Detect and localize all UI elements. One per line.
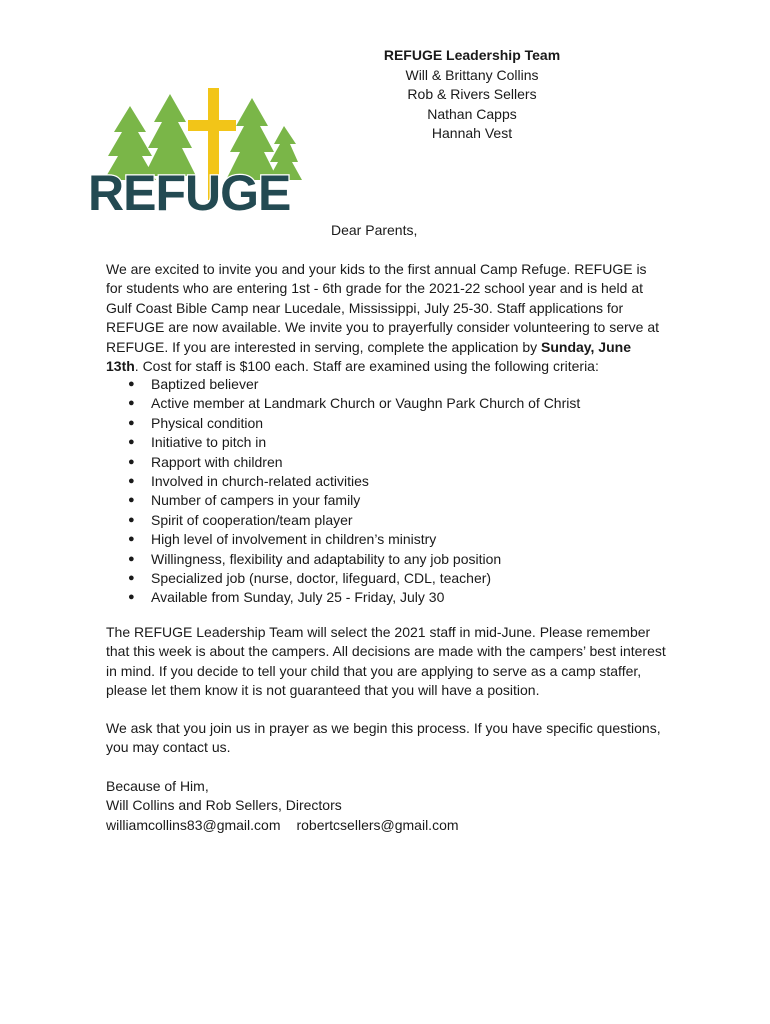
signature-line: Will Collins and Rob Sellers, Directors: [106, 797, 342, 814]
list-item: ● High level of involvement in children’s ministry: [106, 530, 666, 549]
list-item: ● Active member at Landmark Church or Vaughn Park Church of Christ: [106, 394, 666, 413]
closing-block: [106, 777, 666, 835]
team-member: Rob & Rivers Sellers: [407, 86, 537, 102]
contact-emails: [106, 816, 666, 835]
selection-paragraph: The REFUGE Leadership Team will select the 2021 staff in mid-June. Please remember that this week is about the campers. All decisions are made with the campers’ best interest in mind. If you decide to tell your child that you are applying to serve as a camp staffer, please let them know it is not guaranteed that you will have a position.: [106, 624, 666, 699]
list-item: ● Baptized believer: [106, 375, 666, 394]
list-item: ● Rapport with children: [106, 453, 666, 472]
criteria-list: [106, 375, 666, 608]
bullet-icon: ●: [128, 513, 135, 526]
deadline-date: Sunday, June 13th: [106, 338, 631, 375]
logo-letters: REFUGE: [88, 165, 291, 218]
team-member: Will & Brittany Collins: [405, 66, 539, 83]
list-item: ● Willingness, flexibility and adaptability to any job position: [106, 550, 666, 569]
bullet-icon: ●: [128, 416, 135, 429]
bullet-icon: ●: [128, 533, 135, 546]
list-item: ● Involved in church-related activities: [106, 472, 666, 491]
list-item: ● Initiative to pitch in: [106, 433, 666, 452]
bullet-icon: ●: [128, 591, 135, 604]
salutation: Dear Parents,: [331, 222, 418, 238]
intro-text: We are excited to invite you and your kids to the first annual Camp Refuge. REFUGE is for students who are entering 1st - 6th grade for the 2021-22 school year and is held at Gulf Coast Bible Camp near Lucedale, Mississippi, July 25-30. Staff applications for REFUGE are now available. We invite you to prayerfully consider volunteering to serve at REFUGE. If you are interested in serving, complete the application by: [106, 261, 660, 355]
list-item: ● Number of campers in your family: [106, 491, 666, 510]
bullet-icon: ●: [128, 552, 135, 565]
leadership-team-block: [372, 46, 572, 144]
bullet-icon: ●: [128, 475, 135, 488]
prayer-paragraph: We ask that you join us in prayer as we begin this process. If you have specific questions, you may contact us.: [106, 720, 661, 756]
team-member: Hannah Vest: [431, 125, 513, 141]
email-robert[interactable]: robertcsellers@gmail.com: [296, 816, 459, 833]
bullet-icon: ●: [128, 378, 135, 390]
closing-line: Because of Him,: [106, 778, 209, 794]
bullet-icon: ●: [128, 455, 135, 468]
refuge-logo: [84, 86, 316, 218]
list-item: ● Spirit of cooperation/team player: [106, 511, 666, 530]
email-william[interactable]: williamcollins83@gmail.com: [106, 816, 281, 833]
bullet-icon: ●: [128, 397, 135, 410]
intro-paragraph: [106, 260, 666, 376]
list-item: ● Specialized job (nurse, doctor, lifeguard, CDL, teacher): [106, 569, 666, 588]
bullet-icon: ●: [128, 572, 135, 585]
list-item: ● Physical condition: [106, 414, 666, 433]
intro-text-end: . Cost for staff is $100 each. Staff are examined using the following criteria:: [134, 358, 599, 375]
team-title: REFUGE Leadership Team: [383, 47, 561, 63]
team-member: Nathan Capps: [427, 105, 517, 122]
bullet-icon: ●: [128, 494, 135, 507]
list-item: ● Available from Sunday, July 25 - Friday, July 30: [106, 588, 666, 607]
bullet-icon: ●: [128, 436, 135, 449]
